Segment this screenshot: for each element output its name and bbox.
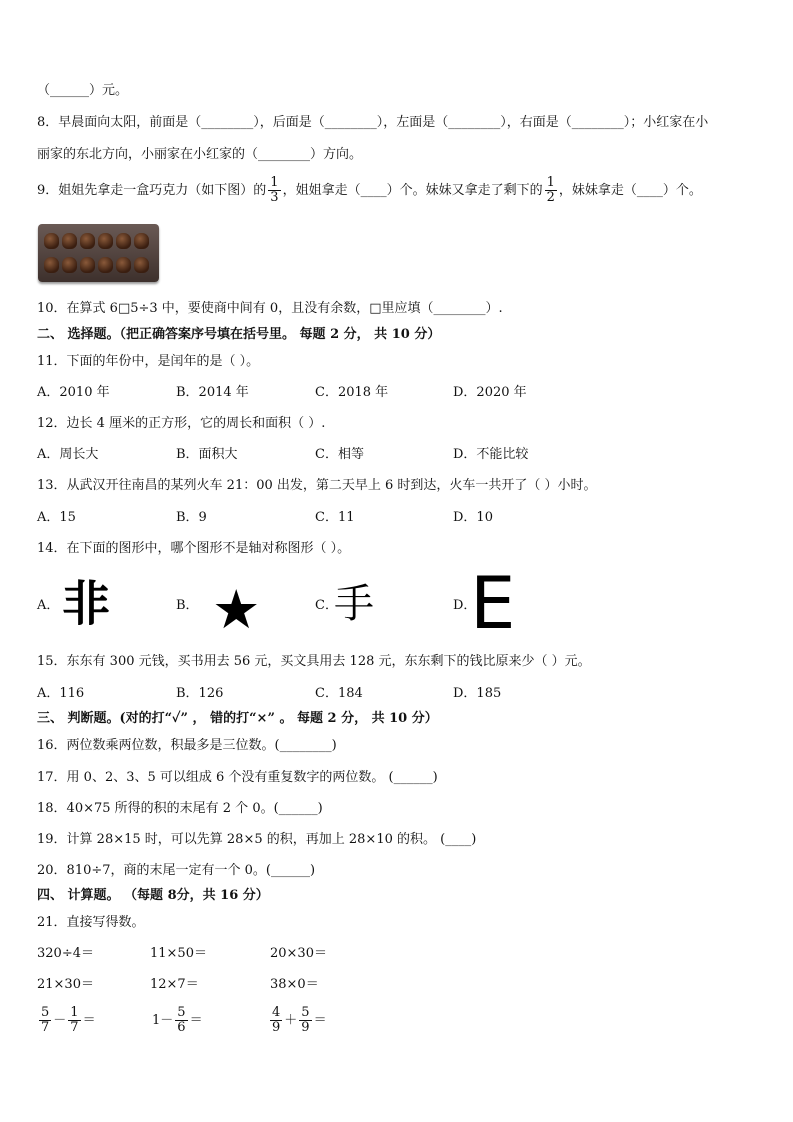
q14-shape-shou: 手 — [334, 581, 374, 627]
q12-option-c: C．相等 — [315, 447, 364, 462]
calc-fraction-item-1 — [37, 1003, 96, 1039]
fraction-one-half — [545, 176, 557, 205]
fraction-denominator: 3 — [270, 190, 279, 205]
q15-option-b: B．126 — [176, 686, 224, 701]
question-8-line1: 8．早晨面向太阳，前面是（________），后面是（________），左面是（________），右面是（________）；小红家在小 — [37, 115, 709, 130]
question-13: 13．从武汉开往南昌的某列火车 21：00 出发，第二天早上 6 时到达，火车一共开了（ ）小时。 — [37, 478, 597, 493]
chocolate-box-image — [38, 224, 159, 282]
fraction — [39, 1006, 51, 1035]
q13-option-a: A．15 — [37, 510, 76, 525]
equals-sign: ＝ — [313, 1013, 327, 1028]
fraction-denominator: 9 — [272, 1020, 281, 1035]
fraction — [68, 1006, 80, 1035]
section-4-heading: 四、 计算题。 （每题 8分，共 16 分） — [37, 888, 269, 903]
q15-option-a: A．116 — [37, 686, 85, 701]
question-9-part2: ，姐姐拿走（____）个。妹妹又拿走了剩下的 — [282, 183, 543, 198]
q12-option-d: D．不能比较 — [453, 447, 529, 462]
q14-shape-star: ★ — [212, 578, 261, 641]
question-8-line2: 丽家的东北方向，小丽家在小红家的（________）方向。 — [37, 147, 363, 162]
fraction — [299, 1006, 311, 1035]
q13-option-c: C．11 — [315, 510, 355, 525]
calc-item: 20×30＝ — [270, 946, 327, 961]
operator: － — [53, 1013, 67, 1028]
q11-option-a: A．2010 年 — [37, 385, 110, 400]
question-20: 20．810÷7，商的末尾一定有一个 0。(______) — [37, 863, 316, 878]
operator: ＋ — [284, 1013, 298, 1028]
fraction — [175, 1006, 187, 1035]
question-18: 18．40×75 所得的积的末尾有 2 个 0。(______) — [37, 801, 323, 816]
fraction-denominator: 6 — [177, 1020, 186, 1035]
calc-item: 12×7＝ — [150, 977, 199, 992]
fraction — [270, 1006, 282, 1035]
calc-item: 38×0＝ — [270, 977, 319, 992]
q13-option-b: B．9 — [176, 510, 207, 525]
q12-option-b: B．面积大 — [176, 447, 238, 462]
calc-item: 11×50＝ — [150, 946, 207, 961]
section-2-heading: 二、 选择题。（把正确答案序号填在括号里。 每题 2 分， 共 10 分） — [37, 327, 441, 342]
q14-shape-e: E — [470, 561, 516, 645]
fraction-numerator: 1 — [270, 175, 279, 190]
question-17: 17．用 0、2、3、5 可以组成 6 个没有重复数字的两位数。 (______) — [37, 770, 438, 785]
calc-fraction-item-2 — [152, 1003, 203, 1039]
q14-label-a: A． — [37, 598, 60, 613]
fraction-numerator: 5 — [41, 1005, 50, 1020]
question-9-part3: ，妹妹拿走（____）个。 — [558, 183, 702, 198]
question-9 — [37, 176, 702, 206]
q14-shape-fei: 非 — [62, 576, 111, 632]
q14-label-c: C． — [315, 598, 338, 613]
q7-answer-tail: （______）元。 — [37, 83, 129, 98]
fraction-numerator: 5 — [177, 1005, 186, 1020]
q12-option-a: A．周长大 — [37, 447, 99, 462]
question-19: 19．计算 28×15 时，可以先算 28×5 的积，再加上 28×10 的积。 (____) — [37, 832, 477, 847]
question-12: 12．边长 4 厘米的正方形，它的周长和面积（ ）. — [37, 416, 326, 431]
q13-option-d: D．10 — [453, 510, 493, 525]
q15-option-c: C．184 — [315, 686, 363, 701]
equals-sign: ＝ — [189, 1013, 203, 1028]
calc-item: 320÷4＝ — [37, 946, 94, 961]
fraction-numerator: 5 — [301, 1005, 310, 1020]
fraction-numerator: 1 — [70, 1005, 79, 1020]
operand-lead: 1－ — [152, 1013, 174, 1028]
question-15: 15．东东有 300 元钱，买书用去 56 元，买文具用去 128 元，东东剩下的钱比原来少（ ）元。 — [37, 654, 591, 669]
fraction-numerator: 4 — [272, 1005, 281, 1020]
q11-option-b: B．2014 年 — [176, 385, 249, 400]
fraction-denominator: 7 — [41, 1020, 50, 1035]
q14-label-d: D． — [453, 598, 477, 613]
calc-item: 21×30＝ — [37, 977, 94, 992]
q11-option-c: C．2018 年 — [315, 385, 389, 400]
q14-label-b: B． — [176, 598, 199, 613]
fraction-denominator: 7 — [70, 1020, 79, 1035]
fraction-one-third — [268, 176, 280, 205]
calc-fraction-item-3 — [268, 1003, 327, 1039]
equals-sign: ＝ — [82, 1013, 96, 1028]
question-11: 11．下面的年份中，是闰年的是（ ）。 — [37, 354, 260, 369]
fraction-denominator: 9 — [301, 1020, 310, 1035]
question-9-part1: 9．姐姐先拿走一盒巧克力（如下图）的 — [37, 183, 267, 198]
fraction-denominator: 2 — [546, 190, 555, 205]
q15-option-d: D．185 — [453, 686, 502, 701]
q11-option-d: D．2020 年 — [453, 385, 527, 400]
section-3-heading: 三、 判断题。(对的打“✓” ， 错的打“×” 。 每题 2 分， 共 10 分） — [37, 711, 438, 726]
question-21: 21．直接写得数。 — [37, 915, 145, 930]
fraction-numerator: 1 — [546, 175, 555, 190]
question-10: 10．在算式 6□5÷3 中，要使商中间有 0，且没有余数，□里应填（________）. — [37, 301, 503, 316]
question-14: 14．在下面的图形中，哪个图形不是轴对称图形（ ）。 — [37, 541, 351, 556]
question-16: 16．两位数乘两位数，积最多是三位数。(________) — [37, 738, 337, 753]
